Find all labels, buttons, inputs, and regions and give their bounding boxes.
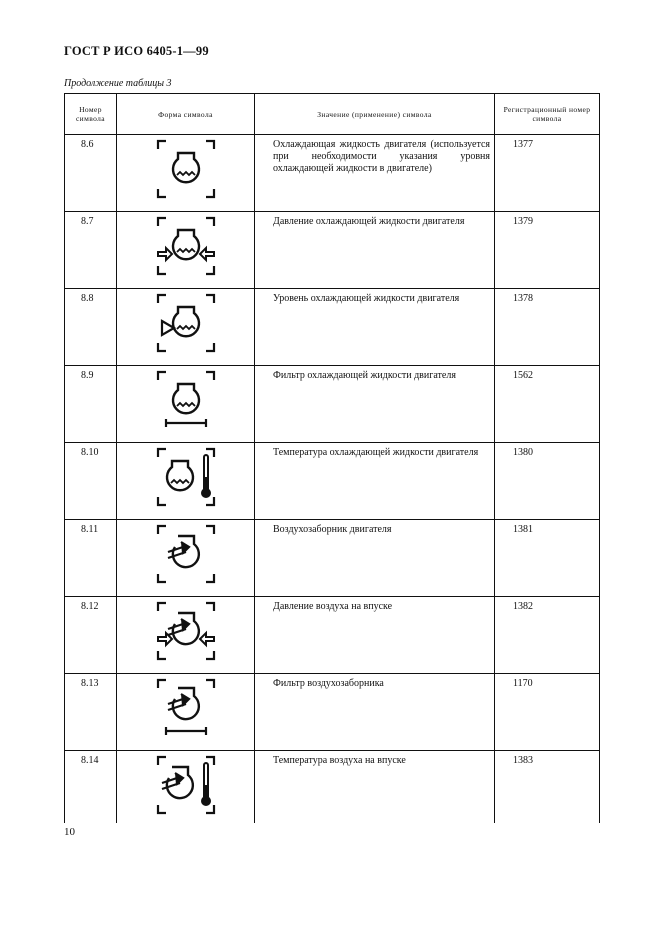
symbol-meaning: Давление охлаждающей жидкости двигателя (255, 212, 495, 289)
symbol-meaning: Воздухозаборник двигателя (255, 520, 495, 597)
coolant-engine-icon (156, 139, 216, 199)
column-header-symbol: Форма символа (117, 94, 255, 135)
intake-air-temperature-icon (156, 755, 216, 815)
coolant-temperature-icon (156, 447, 216, 507)
registration-number: 1381 (495, 520, 600, 597)
symbol-number: 8.11 (65, 520, 117, 597)
air-intake-filter-icon (156, 678, 216, 738)
document-header: ГОСТ Р ИСО 6405-1—99 (64, 44, 209, 58)
symbol-meaning: Температура охлаждающей жидкости двигателя (255, 443, 495, 520)
coolant-pressure-icon (156, 216, 216, 276)
column-header-meaning: Значение (применение) символа (255, 94, 495, 135)
table-row (65, 674, 600, 751)
symbol-number: 8.6 (65, 135, 117, 212)
symbol-meaning: Фильтр воздухозаборника (255, 674, 495, 751)
column-header-number: Номер символа (65, 94, 117, 135)
registration-number: 1379 (495, 212, 600, 289)
table-row (65, 212, 600, 289)
registration-number: 1170 (495, 674, 600, 751)
registration-number: 1382 (495, 597, 600, 674)
symbol-number: 8.9 (65, 366, 117, 443)
symbol-number: 8.13 (65, 674, 117, 751)
symbol-number: 8.12 (65, 597, 117, 674)
table-row (65, 751, 600, 824)
symbol-meaning: Охлаждающая жидкость двигателя (используется при необходимости указания уровня охлаждающей жидкости в двигателе) (255, 135, 495, 212)
table-row (65, 135, 600, 212)
symbol-meaning: Фильтр охлаждающей жидкости двигателя (255, 366, 495, 443)
table-row (65, 366, 600, 443)
symbol-number: 8.10 (65, 443, 117, 520)
registration-number: 1562 (495, 366, 600, 443)
page-number: 10 (64, 826, 75, 838)
symbol-number: 8.14 (65, 751, 117, 824)
table-row (65, 520, 600, 597)
table-continuation-caption: Продолжение таблицы 3 (64, 78, 172, 89)
registration-number: 1378 (495, 289, 600, 366)
intake-air-pressure-icon (156, 601, 216, 661)
table-row (65, 597, 600, 674)
coolant-level-icon (156, 293, 216, 353)
symbol-meaning: Температура воздуха на впуске (255, 751, 495, 824)
column-header-registration: Регистрационный номер символа (495, 94, 600, 135)
registration-number: 1380 (495, 443, 600, 520)
symbols-table (64, 93, 600, 823)
symbol-meaning: Давление воздуха на впуске (255, 597, 495, 674)
registration-number: 1377 (495, 135, 600, 212)
coolant-filter-icon (156, 370, 216, 430)
table-row (65, 443, 600, 520)
table-header-row (65, 94, 600, 135)
symbol-number: 8.8 (65, 289, 117, 366)
symbol-number: 8.7 (65, 212, 117, 289)
symbol-meaning: Уровень охлаждающей жидкости двигателя (255, 289, 495, 366)
air-intake-icon (156, 524, 216, 584)
registration-number: 1383 (495, 751, 600, 824)
table-row (65, 289, 600, 366)
